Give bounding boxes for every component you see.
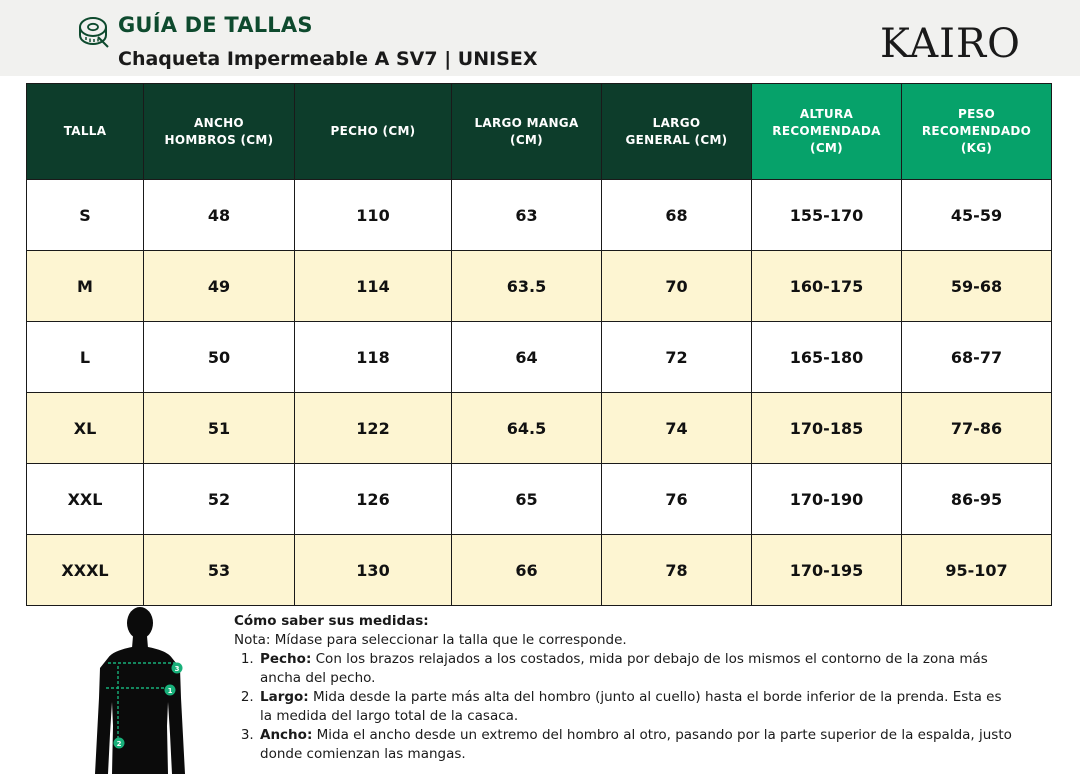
column-header-line: PESO (957, 107, 996, 121)
measurement-cell: 52 (144, 464, 295, 535)
measurement-cell: 74 (602, 393, 752, 464)
column-header-line: TALLA (63, 124, 107, 138)
size-label-cell: S (27, 180, 144, 251)
column-header (295, 84, 452, 180)
table-row (27, 393, 1052, 464)
instruction-text: Mida el ancho desde un extremo del hombro al otro, pasando por la parte superior de la espalda, justo donde comienzan las mangas. (260, 727, 1012, 762)
column-header (902, 84, 1052, 180)
measurement-cell: 130 (295, 535, 452, 606)
size-label-cell: XXL (27, 464, 144, 535)
table-row (27, 180, 1052, 251)
marker-1: 1 (167, 687, 173, 695)
measurement-cell: 78 (602, 535, 752, 606)
column-header (452, 84, 602, 180)
body-silhouette-icon (88, 606, 198, 774)
measurement-cell: 86-95 (902, 464, 1052, 535)
column-header-line: ALTURA (799, 107, 854, 121)
column-header-line: (CM) (810, 141, 843, 155)
column-header (27, 84, 144, 180)
measurement-cell: 50 (144, 322, 295, 393)
instruction-term: Pecho: (260, 651, 312, 667)
marker-2: 2 (116, 740, 122, 748)
measurement-cell: 49 (144, 251, 295, 322)
brand-logo: KAIRO (880, 21, 1021, 67)
measurement-cell: 165-180 (752, 322, 902, 393)
guide-title: GUÍA DE TALLAS (118, 13, 313, 37)
measurement-cell: 126 (295, 464, 452, 535)
measurement-cell: 170-190 (752, 464, 902, 535)
measuring-tape-icon (78, 15, 110, 49)
instructions-note: Nota: Mídase para seleccionar la talla que le corresponde. (234, 632, 627, 648)
table-row (27, 322, 1052, 393)
column-header (144, 84, 295, 180)
instruction-term: Largo: (260, 689, 309, 705)
measurement-cell: 160-175 (752, 251, 902, 322)
measurement-cell: 70 (602, 251, 752, 322)
measurement-cell: 53 (144, 535, 295, 606)
table-row (27, 535, 1052, 606)
measurement-cell: 45-59 (902, 180, 1052, 251)
measurement-cell: 64 (452, 322, 602, 393)
measurement-cell: 51 (144, 393, 295, 464)
measurement-cell: 110 (295, 180, 452, 251)
measurement-cell: 68 (602, 180, 752, 251)
instructions-list (234, 650, 1014, 764)
measurement-cell: 76 (602, 464, 752, 535)
table-body (27, 180, 1052, 606)
column-header-line: HOMBROS (CM) (164, 132, 274, 147)
measurement-cell: 59-68 (902, 251, 1052, 322)
measurement-cell: 72 (602, 322, 752, 393)
instructions-title: Cómo saber sus medidas: (234, 613, 429, 629)
column-header-line: RECOMENDADO (921, 124, 1032, 138)
measurement-cell: 95-107 (902, 535, 1052, 606)
instruction-term: Ancho: (260, 727, 313, 743)
measurement-cell: 68-77 (902, 322, 1052, 393)
column-header (752, 84, 902, 180)
size-label-cell: M (27, 251, 144, 322)
measurement-cell: 170-185 (752, 393, 902, 464)
instruction-item (258, 650, 1014, 688)
measurement-cell: 48 (144, 180, 295, 251)
measurement-cell: 63.5 (452, 251, 602, 322)
instruction-item (258, 726, 1014, 764)
instruction-text: Mida desde la parte más alta del hombro (junto al cuello) hasta el borde inferior de la prenda. Esta es la medida del largo total de la casaca. (260, 689, 1002, 724)
measurement-cell: 122 (295, 393, 452, 464)
marker-3: 3 (174, 665, 180, 673)
measurement-cell: 170-195 (752, 535, 902, 606)
measurement-cell: 118 (295, 322, 452, 393)
column-header-line: RECOMENDADA (772, 124, 881, 138)
measurement-cell: 65 (452, 464, 602, 535)
column-header-line: GENERAL (CM) (625, 132, 728, 147)
size-label-cell: L (27, 322, 144, 393)
measurement-cell: 66 (452, 535, 602, 606)
column-header-line: LARGO MANGA (474, 115, 579, 130)
table-row (27, 464, 1052, 535)
measurement-instructions (234, 612, 1014, 764)
instruction-item (258, 688, 1014, 726)
size-label-cell: XXXL (27, 535, 144, 606)
column-header-line: ANCHO (194, 115, 244, 130)
measurement-cell: 64.5 (452, 393, 602, 464)
measurement-cell: 155-170 (752, 180, 902, 251)
instruction-text: Con los brazos relajados a los costados, mida por debajo de los mismos el contorno de la zona más ancha del pecho. (260, 651, 988, 686)
column-header-line: (KG) (960, 141, 993, 155)
measurement-cell: 114 (295, 251, 452, 322)
measurement-cell: 63 (452, 180, 602, 251)
table-row (27, 251, 1052, 322)
size-label-cell: XL (27, 393, 144, 464)
measurement-cell: 77-86 (902, 393, 1052, 464)
size-chart-table (26, 83, 1052, 606)
column-header-line: PECHO (CM) (330, 124, 416, 138)
table-header-row (27, 84, 1052, 180)
column-header-line: LARGO (652, 115, 701, 130)
product-title: Chaqueta Impermeable A SV7 | UNISEX (118, 48, 538, 70)
column-header-line: (CM) (510, 132, 543, 147)
column-header (602, 84, 752, 180)
